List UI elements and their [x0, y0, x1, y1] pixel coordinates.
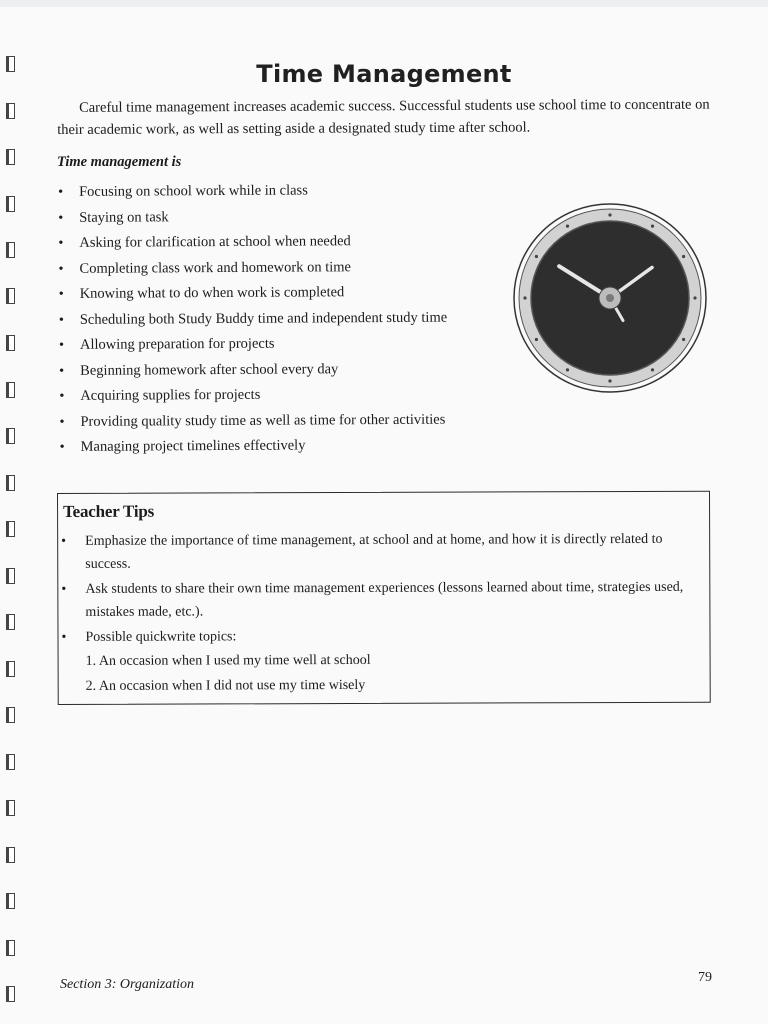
spiral-binding-edge [4, 0, 20, 1024]
quickwrite-label: Possible quickwrite topics: [85, 629, 237, 645]
binding-hole [6, 103, 15, 119]
binding-hole [6, 800, 15, 816]
teacher-tips-box [57, 491, 711, 705]
binding-hole [6, 335, 15, 351]
list-item: • Managing project timelines effectively [59, 434, 509, 462]
binding-hole [6, 707, 15, 723]
clock-rim-dot [608, 379, 611, 382]
binding-hole [6, 568, 15, 584]
footer-section: Section 3: Organization [60, 977, 195, 992]
list-item: 2. An occasion when I did not use my time wisely [85, 677, 366, 694]
section-label: Time management is [57, 154, 182, 170]
binding-hole [6, 149, 15, 165]
list-item: • Focusing on school work while in class [57, 179, 507, 207]
intro-paragraph: Careful time management increases academic success. Successful students use school time to concentrate on their academic work, as well as setting aside a designated study time after school. [57, 96, 710, 138]
binding-hole [6, 614, 15, 630]
binding-hole [6, 428, 15, 444]
quickwrite-topics [86, 647, 708, 699]
binding-hole [6, 940, 15, 956]
binding-hole [6, 754, 15, 770]
page-number: 79 [698, 970, 712, 985]
binding-hole [6, 521, 15, 537]
page-title: Time Management [256, 60, 512, 88]
list-item: 1. An occasion when I used my time well at school [85, 652, 371, 669]
list-item: • Completing class work and homework on time [57, 256, 507, 284]
clock-rim-dot [523, 296, 526, 299]
clock-hub-center [606, 294, 614, 302]
list-item: • Asking for clarification at school when needed [57, 230, 507, 258]
list-item: • Staying on task [57, 205, 507, 233]
clock-rim-dot [682, 255, 685, 258]
scan-top-band [0, 0, 768, 7]
clock-rim-dot [535, 255, 538, 258]
clock-rim-dot [682, 338, 685, 341]
list-item: • Acquiring supplies for projects [58, 383, 508, 411]
binding-hole [6, 847, 15, 863]
binding-hole [6, 196, 15, 212]
list-item: • Emphasize the importance of time management, at school and at home, and how it is directly related to success. [58, 528, 709, 576]
list-item [58, 624, 709, 699]
binding-hole [6, 382, 15, 398]
clock-rim-dot [693, 296, 696, 299]
binding-hole [6, 661, 15, 677]
binding-hole [6, 986, 15, 1002]
clock-rim-dot [566, 225, 569, 228]
binding-hole [6, 288, 15, 304]
binding-hole [6, 242, 15, 258]
time-management-list [57, 179, 509, 462]
binding-hole [6, 475, 15, 491]
teacher-tips-title: Teacher Tips [63, 501, 155, 521]
binding-hole [6, 893, 15, 909]
clock-icon [510, 200, 710, 396]
clock-rim-dot [535, 338, 538, 341]
teacher-tips-list [58, 528, 710, 701]
clock-rim-dot [651, 368, 654, 371]
list-item: • Beginning homework after school every day [58, 358, 508, 386]
clock-rim-dot [608, 213, 611, 216]
list-item: • Allowing preparation for projects [58, 332, 508, 360]
clock-rim-dot [566, 368, 569, 371]
list-item: • Providing quality study time as well as time for other activities [58, 409, 508, 437]
list-item: • Ask students to share their own time management experiences (lessons learned about time, strategies used, mistakes made, etc.). [58, 576, 709, 624]
clock-rim-dot [651, 225, 654, 228]
list-item: • Scheduling both Study Buddy time and independent study time [58, 307, 508, 335]
list-item: • Knowing what to do when work is completed [58, 281, 508, 309]
